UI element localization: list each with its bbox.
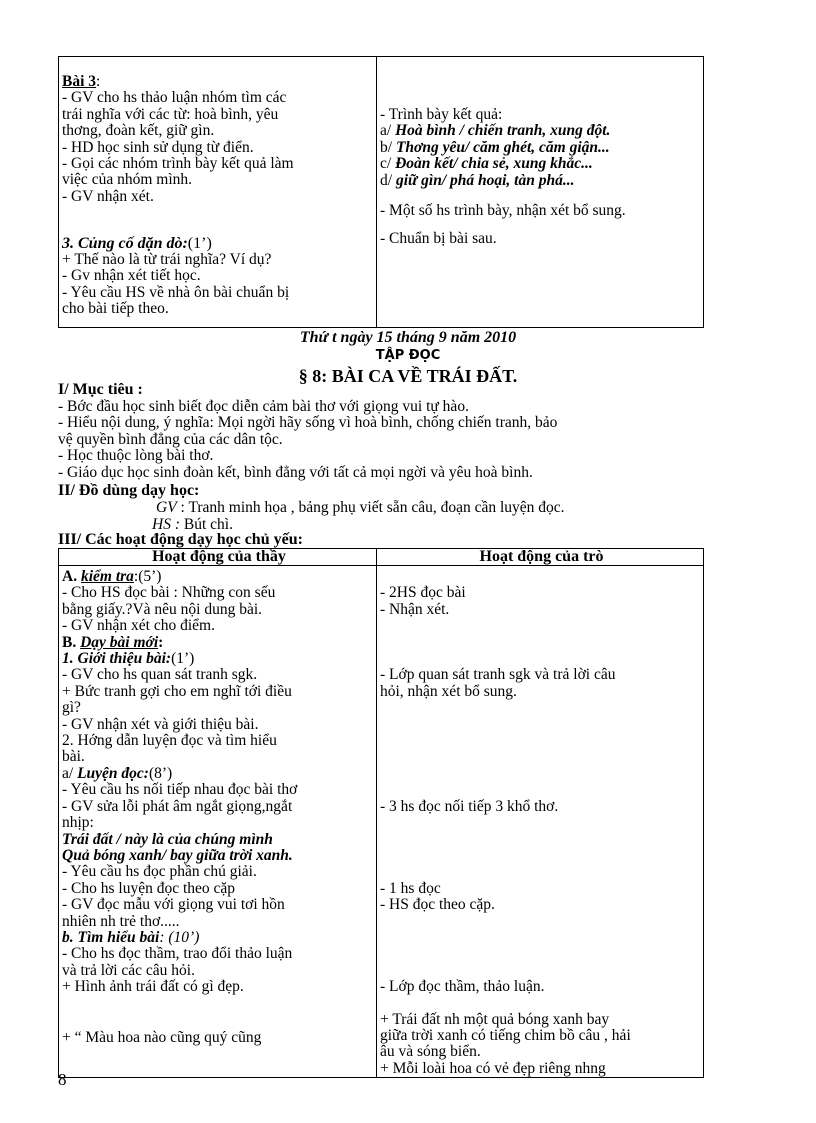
subject-title: TẬP ĐỌC — [375, 348, 441, 363]
text-line: gì? — [62, 699, 81, 717]
objectives-heading: I/ Mục tiêu : — [58, 381, 143, 398]
text-line: + Thế nào là từ trái nghĩa? Ví dụ? — [62, 251, 272, 269]
poem-line: Quả bóng xanh/ bay giữa trời xanh. — [62, 846, 293, 864]
text-line: bằng giấy.?Và nêu nội dung bài. — [62, 600, 263, 618]
text-line: + Trái đất nh một quả bóng xanh bay — [380, 1010, 610, 1028]
teacher-activities-cell: A. kiểm tra:(5’) - Cho HS đọc bài : Những con sếu bằng giấy.?Và nêu nội dung bài. - GV nhận xét cho điểm. B. Dạy bài mới: 1. Giới thiệu bài:(1’) - GV cho hs quan sát tranh sgk. + Bức tranh gợi cho em nghĩ tới điều gì? - GV nhận xét và giới thiệu bài. 2. Hớng dẫn luyện đọc và tìm hiểu bài. a/ Luyện đọc:(8’) - Yêu cầu hs nối tiếp nhau đọc bài thơ - GV sửa lỗi phát âm ngắt giọng,ngắt nhịp: Trái đất / này là của chúng mình Quả bóng xanh/ bay giữa trời xanh. - Yêu cầu hs đọc phần chú giải. - Cho hs luyện đọc theo cặp - GV đọc mẫu với giọng vui tơi hồn nhiên nh trẻ thơ..... b. Tìm hiểu bài: (10’) - Cho hs đọc thầm, trao đổi thảo luận và trả lời các câu hỏi. + Hình ảnh trái đất có gì đẹp. + “ Màu hoa nào cũng quý cũng — [59, 566, 377, 1078]
text-line: - GV cho hs quan sát tranh sgk. — [62, 666, 258, 684]
intro-title: 1. Giới thiệu bài: — [62, 650, 172, 668]
text-line: - GV nhận xét và giới thiệu bài. — [62, 715, 259, 733]
text-line: nhiên nh trẻ thơ..... — [62, 912, 180, 930]
objectives-list — [58, 399, 557, 481]
answer-d: giữ gìn/ phá hoại, tàn phá... — [395, 171, 575, 189]
materials-gv: GV : Tranh minh họa , bảng phụ viết sẵn câu, đoạn cần luyện đọc. — [156, 499, 565, 516]
text-line: - 2HS đọc bài — [380, 584, 466, 602]
text-line: - GV nhận xét. — [62, 187, 154, 205]
text-line: - Gv nhận xét tiết học. — [62, 267, 201, 285]
activities-heading: III/ Các hoạt động dạy học chủ yếu: — [58, 531, 303, 548]
text-line: cho bài tiếp theo. — [62, 300, 169, 318]
objective-item: - Giáo dục học sinh đoàn kết, bình đẳng với tất cả mọi ngời và yêu hoà bình. — [58, 463, 533, 481]
text-line: + “ Màu hoa nào cũng quý cũng — [62, 1028, 262, 1046]
section-consolidation-title: 3. Củng cố dặn dò: — [62, 234, 188, 252]
text-line: - 3 hs đọc nối tiếp 3 khổ thơ. — [380, 797, 559, 815]
text-line: hỏi, nhận xét bổ sung. — [380, 682, 517, 700]
text-line: âu và sóng biển. — [380, 1043, 481, 1061]
text-line: và trả lời các câu hỏi. — [62, 961, 195, 979]
text-line: - HS đọc theo cặp. — [380, 895, 495, 913]
text-line: - GV sửa lỗi phát âm ngắt giọng,ngắt — [62, 797, 293, 815]
text-line: nhịp: — [62, 814, 94, 832]
text-line: - Nhận xét. — [380, 600, 450, 618]
text-line: - GV cho hs thảo luận nhóm tìm các — [62, 89, 287, 107]
text-line: giữa trời xanh có tiếng chim bồ câu , hải — [380, 1027, 631, 1045]
text-line: - Gọi các nhóm trình bày kết quả làm — [62, 155, 294, 173]
lesson-title: § 8: BÀI CA VỀ TRÁI ĐẤT. — [298, 366, 518, 386]
student-activities-cell — [377, 566, 704, 1078]
materials-heading: II/ Đồ dùng dạy học: — [58, 482, 200, 499]
text-line: - Yêu cầu HS về nhà ôn bài chuẩn bị — [62, 283, 290, 301]
teacher-column-cell: Bài 3: - GV cho hs thảo luận nhóm tìm các trái nghĩa với các từ: hoà bình, yêu thơng, đoàn kết, giữ gìn. - HD học sinh sử dụng từ điển. - Gọi các nhóm trình bày kết quả làm việc của nhóm mình. - GV nhận xét. 3. Củng cố dặn dò:(1’) + Thế nào là từ trái nghĩa? Ví dụ? - Gv nhận xét tiết học. - Yêu cầu HS về nhà ôn bài chuẩn bị cho bài tiếp theo. — [59, 57, 377, 328]
text-line: - Cho hs luyện đọc theo cặp — [62, 879, 236, 897]
text-line: thơng, đoàn kết, giữ gìn. — [62, 122, 215, 140]
text-line: - Lớp đọc thầm, thảo luận. — [380, 977, 545, 995]
date-line: Thứ t ngày 15 tháng 9 năm 2010 — [299, 329, 517, 346]
section-b-title: Dạy bài mới — [80, 633, 159, 651]
objective-item: - Hiểu nội dung, ý nghĩa: Mọi ngời hãy sống vì hoà bình, chống chiến tranh, bảo — [58, 414, 558, 432]
section-a-title: kiểm tra — [80, 568, 134, 585]
text-line: trái nghĩa với các từ: hoà bình, yêu — [62, 105, 279, 123]
text-line: - Chuẩn bị bài sau. — [380, 230, 497, 248]
objective-item: - Học thuộc lòng bài thơ. — [58, 447, 214, 465]
text-line: - HD học sinh sử dụng từ điển. — [62, 138, 254, 156]
activity-table-continued — [58, 56, 704, 328]
exercise-3-title: Bài 3 — [62, 73, 97, 90]
text-line: - 1 hs đọc — [380, 879, 441, 897]
text-line: bài. — [62, 748, 85, 766]
text-line: - Một số hs trình bày, nhận xét bổ sung. — [380, 202, 626, 220]
text-line: - Trình bày kết quả: — [380, 106, 503, 123]
text-line: - Lớp quan sát tranh sgk và trả lời câu — [380, 666, 616, 684]
objective-item: vệ quyền bình đẳng của các dân tộc. — [58, 430, 283, 448]
text-line: + Mỗi loài hoa có vẻ đẹp riêng nhng — [380, 1059, 606, 1077]
poem-line: Trái đất / này là của chúng mình — [62, 830, 273, 848]
page-number: 8 — [58, 1070, 67, 1089]
student-column-cell: - Trình bày kết quả: a/ Hoà bình / chiến tranh, xung đột. b/ Thơng yêu/ căm ghét, căm giận... c/ Đoàn kết/ chia sẻ, xung khắc... d/ giữ gìn/ phá hoại, tàn phá... - Một số hs trình bày, nhận xét bổ sung. - Chuẩn bị bài sau. — [377, 57, 704, 328]
text-line: - Cho hs đọc thầm, trao đổi thảo luận — [62, 945, 293, 963]
reading-practice-title: Luyện đọc: — [77, 764, 149, 782]
comprehension-title: b. Tìm hiểu bài — [62, 928, 160, 946]
objective-item: - Bớc đầu học sinh biết đọc diễn cảm bài thơ với giọng vui tự hào. — [58, 398, 469, 415]
text-line: - Cho HS đọc bài : Những con sếu — [62, 584, 276, 602]
teacher-column-header: Hoạt động của thầy — [59, 549, 377, 566]
text-line: - Yêu cầu hs đọc phần chú giải. — [62, 863, 257, 881]
text-line: việc của nhóm mình. — [62, 171, 192, 189]
text-line: + Hình ảnh trái đất có gì đẹp. — [62, 978, 244, 996]
text-line: + Bức tranh gợi cho em nghĩ tới điều — [62, 682, 292, 700]
text-line: - GV đọc mẫu với giọng vui tơi hồn — [62, 896, 285, 914]
text-line: 2. Hớng dẫn luyện đọc và tìm hiểu — [62, 732, 277, 750]
answer-c: Đoàn kết/ chia sẻ, xung khắc... — [395, 155, 593, 173]
answer-a: Hoà bình / chiến tranh, xung đột. — [395, 122, 611, 140]
text-line: - GV nhận xét cho điểm. — [62, 617, 215, 635]
text-line: - Yêu cầu hs nối tiếp nhau đọc bài thơ — [62, 781, 298, 799]
student-column-header: Hoạt động của trò — [377, 549, 704, 566]
activities-table — [58, 548, 704, 1078]
materials-hs: HS : Bút chì. — [152, 516, 233, 533]
answer-b: Thơng yêu/ căm ghét, căm giận... — [395, 138, 610, 156]
